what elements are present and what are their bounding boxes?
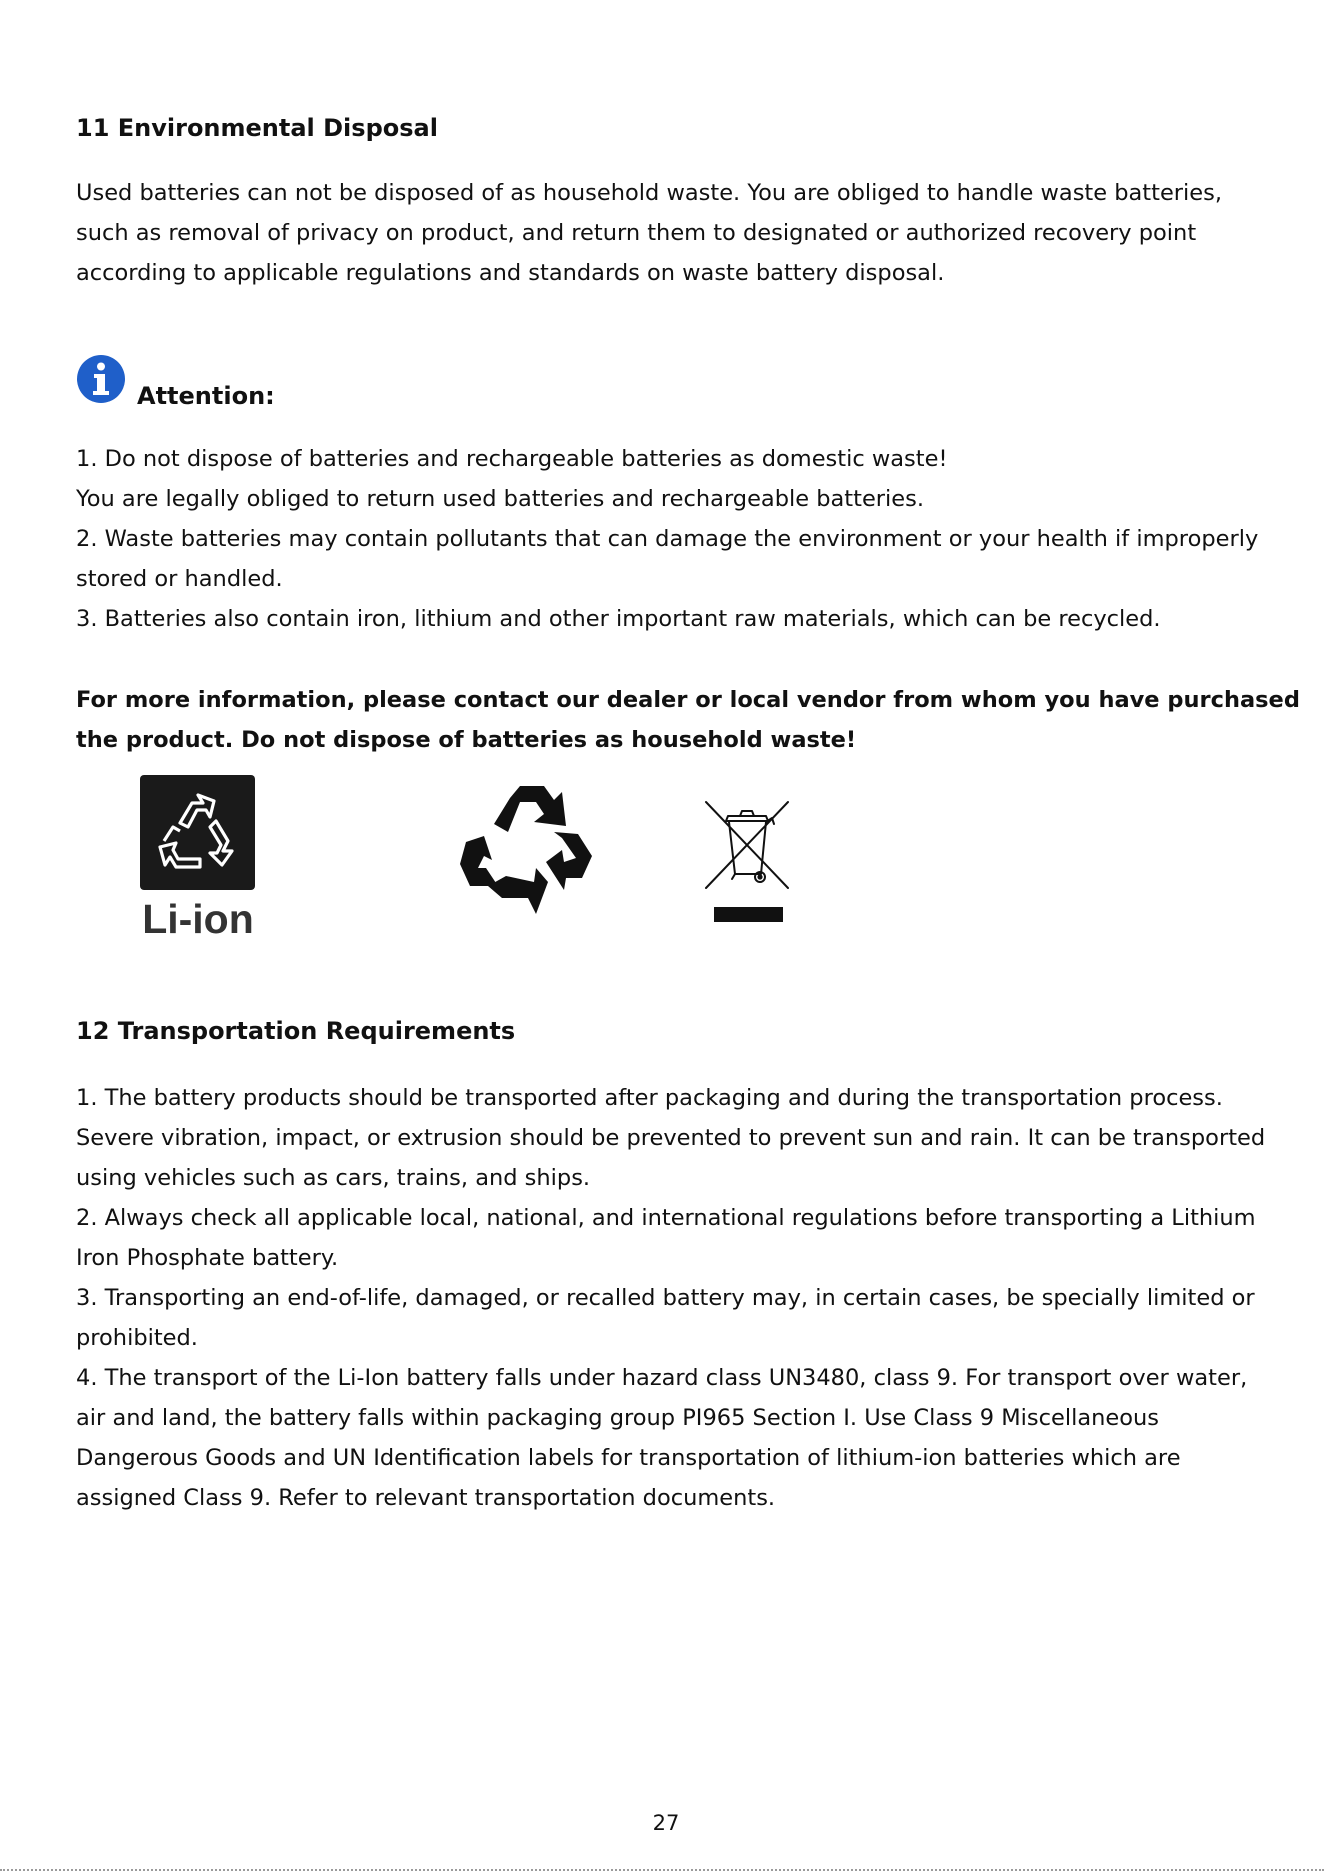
attention-line: You are legally obliged to return used batteries and rechargeable batteries. xyxy=(76,486,925,512)
section-11-heading: 11 Environmental Disposal xyxy=(76,114,438,142)
transport-line: 3. Transporting an end-of-life, damaged, or recalled battery may, in certain cases, be specially limited or xyxy=(76,1285,1255,1311)
notice-line: For more information, please contact our dealer or local vendor from whom you have purchased xyxy=(76,687,1300,713)
transport-line: 4. The transport of the Li-Ion battery falls under hazard class UN3480, class 9. For transport over water, xyxy=(76,1365,1248,1391)
attention-line: stored or handled. xyxy=(76,566,283,592)
attention-line: 2. Waste batteries may contain pollutants that can damage the environment or your health if improperly xyxy=(76,526,1259,552)
attention-list xyxy=(76,439,1266,639)
page-number: 27 xyxy=(652,1811,680,1835)
li-ion-label: Li-ion xyxy=(142,896,254,942)
info-icon xyxy=(76,354,126,404)
transport-line: Iron Phosphate battery. xyxy=(76,1245,339,1271)
intro-line: Used batteries can not be disposed of as household waste. You are obliged to handle waste batteries, xyxy=(76,180,1223,206)
transport-line: assigned Class 9. Refer to relevant transportation documents. xyxy=(76,1485,776,1511)
transport-line: Dangerous Goods and UN Identification labels for transportation of lithium-ion batteries which are xyxy=(76,1445,1181,1471)
transport-line: air and land, the battery falls within packaging group PI965 Section I. Use Class 9 Miscellaneous xyxy=(76,1405,1159,1431)
recycle-icon xyxy=(458,786,594,914)
transport-line: using vehicles such as cars, trains, and ships. xyxy=(76,1165,591,1191)
page-bottom-divider xyxy=(0,1869,1324,1871)
separate-collection-bar xyxy=(714,907,783,922)
attention-line: 1. Do not dispose of batteries and rechargeable batteries as domestic waste! xyxy=(76,446,948,472)
section-11-intro xyxy=(76,173,1266,293)
attention-label: Attention: xyxy=(137,382,275,410)
intro-line: such as removal of privacy on product, and return them to designated or authorized recovery point xyxy=(76,220,1197,246)
li-ion-recycle-icon xyxy=(140,775,255,890)
transport-requirements-list xyxy=(76,1078,1266,1518)
transport-line: prohibited. xyxy=(76,1325,198,1351)
transport-line: Severe vibration, impact, or extrusion should be prevented to prevent sun and rain. It can be transported xyxy=(76,1125,1266,1151)
crossed-out-wheelie-bin-icon xyxy=(704,800,790,900)
attention-line: 3. Batteries also contain iron, lithium and other important raw materials, which can be recycled. xyxy=(76,606,1161,632)
intro-line: according to applicable regulations and standards on waste battery disposal. xyxy=(76,260,945,286)
more-info-notice xyxy=(76,680,1300,760)
section-12-heading: 12 Transportation Requirements xyxy=(76,1017,516,1045)
transport-line: 2. Always check all applicable local, national, and international regulations before transporting a Lithium xyxy=(76,1205,1256,1231)
transport-line: 1. The battery products should be transported after packaging and during the transportation process. xyxy=(76,1085,1223,1111)
notice-line: the product. Do not dispose of batteries as household waste! xyxy=(76,727,857,753)
